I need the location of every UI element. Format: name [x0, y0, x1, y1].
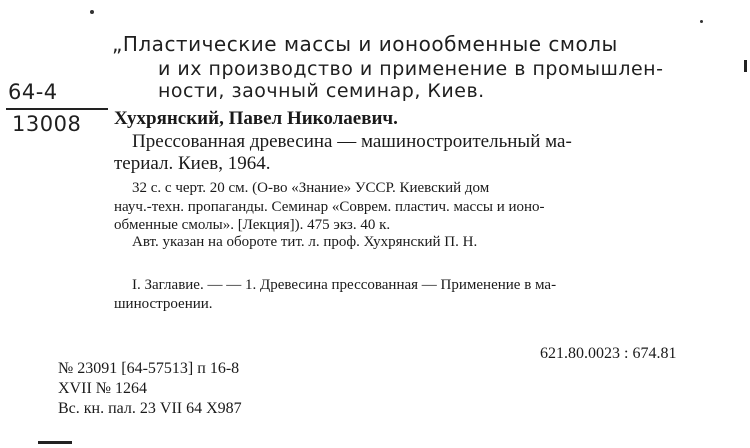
- call-number-divider: [6, 108, 108, 110]
- ids-line-3: Вс. кн. пал. 23 VII 64 X987: [58, 400, 242, 417]
- ids-line-1: № 23091 [64-57513] п 16-8: [58, 360, 240, 377]
- artifact-dot: [700, 20, 703, 23]
- artifact-dot: [90, 10, 94, 14]
- handwritten-note-line1: „Пластические массы и ионообменные смолы: [112, 32, 618, 56]
- classification-code: 621.80.0023 : 674.81: [540, 345, 677, 362]
- handwritten-note-line2: и их производство и применение в промышлен-: [158, 58, 664, 80]
- title-line-2: териал. Киев, 1964.: [114, 153, 271, 174]
- ids-line-2: XVII № 1264: [58, 380, 148, 397]
- author-note: Авт. указан на обороте тит. л. проф. Хухрянский П. Н.: [132, 234, 478, 250]
- handwritten-call-number-bottom: 13008: [12, 112, 82, 136]
- handwritten-call-number-top: 64-4: [8, 80, 58, 104]
- subjects-line-1: I. Заглавие. — — 1. Древесина прессованная — Применение в ма-: [132, 277, 557, 293]
- author-heading: Хухрянский, Павел Николаевич.: [114, 108, 398, 129]
- description-line-2: науч.-техн. пропаганды. Семинар «Соврем. пластич. массы и ионо-: [114, 199, 545, 215]
- handwritten-note-line3: ности, заочный семинар, Киев.: [158, 80, 485, 102]
- edge-mark: [744, 60, 747, 72]
- edge-mark: [38, 441, 72, 444]
- title-line-1: Прессованная древесина — машиностроительный ма-: [132, 131, 572, 152]
- description-line-1: 32 с. с черт. 20 см. (О-во «Знание» УССР. Киевский дом: [132, 180, 490, 196]
- subjects-line-2: шиностроении.: [114, 296, 213, 312]
- description-line-3: обменные смолы». [Лекция]). 475 экз. 40 к.: [114, 217, 391, 233]
